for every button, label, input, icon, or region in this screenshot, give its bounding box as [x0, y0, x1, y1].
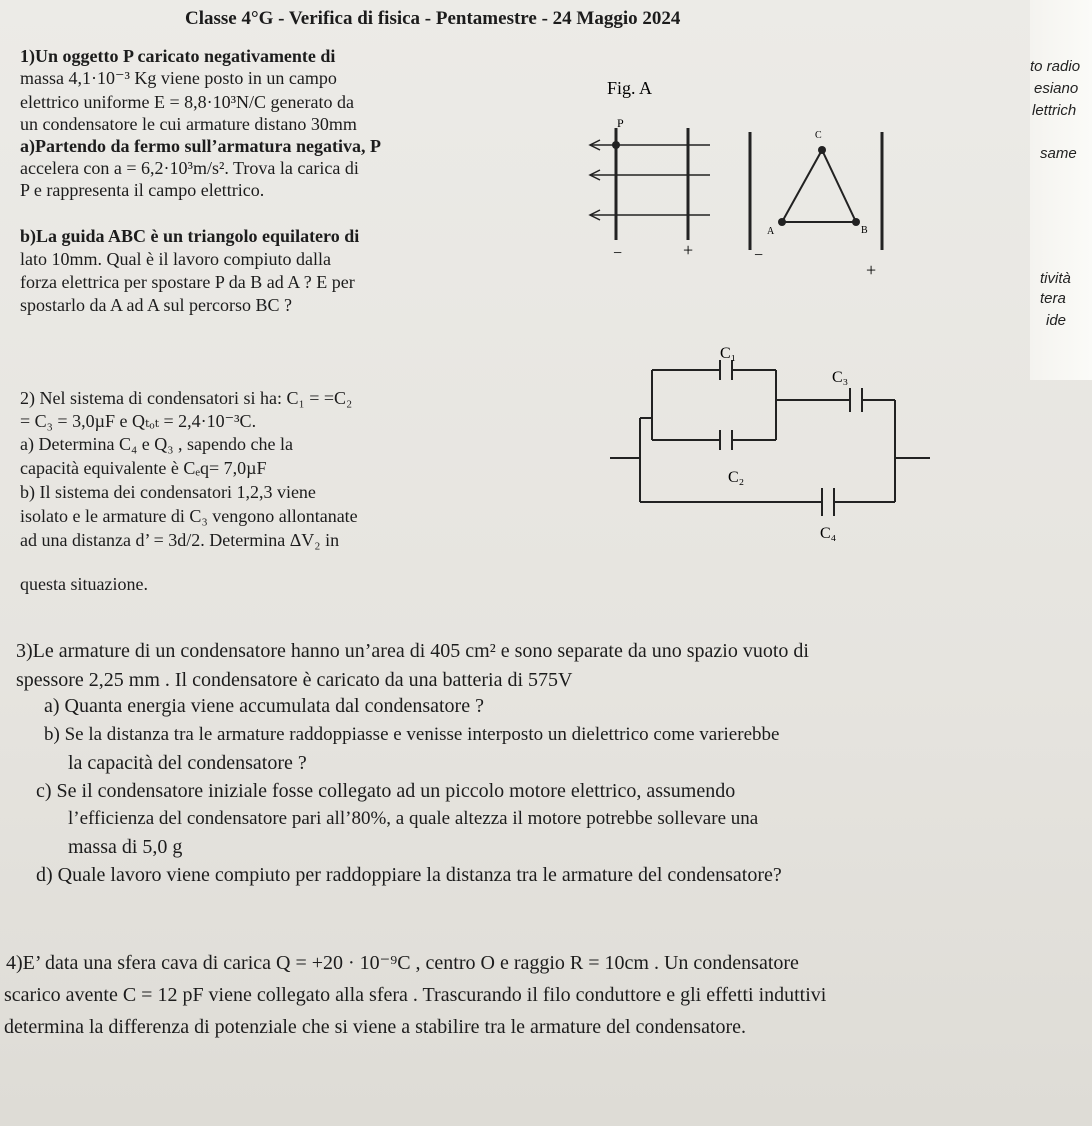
- q4-line: determina la differenza di potenziale che si viene a stabilire tra le armature del condensatore.: [4, 1016, 747, 1038]
- c1-label: C₁: [720, 345, 737, 362]
- c3-label: C₃: [832, 369, 849, 386]
- plus-label: +: [866, 260, 877, 280]
- vertex-b-label: B: [861, 225, 868, 236]
- side-fragment: to radio: [1030, 58, 1081, 75]
- q3-line: l’efficienza del condensatore pari all’80%, a quale altezza il motore potrebbe sollevare una: [68, 808, 759, 829]
- vertex-c-label: C: [815, 130, 822, 141]
- point-p-label: P: [617, 116, 624, 130]
- q3-line: c) Se il condensatore iniziale fosse collegato ad un piccolo motore elettrico, assumendo: [36, 780, 736, 802]
- page-title: Classe 4°G - Verifica di fisica - Pentamestre - 24 Maggio 2024: [185, 8, 681, 29]
- triangle-abc: [782, 150, 856, 222]
- q2-line: b) Il sistema dei condensatori 1,2,3 viene: [20, 482, 316, 502]
- q3-line: spessore 2,25 mm . Il condensatore è caricato da una batteria di 575V: [16, 669, 573, 691]
- q1-line: b)La guida ABC è un triangolo equilatero di: [20, 226, 360, 246]
- plus-label: +: [683, 240, 694, 260]
- q1-line: spostarlo da A ad A sul percorso BC ?: [20, 295, 292, 315]
- q4-line: scarico avente C = 12 pF viene collegato alla sfera . Trascurando il filo conduttore e gli effetti induttivi: [4, 984, 827, 1006]
- q4-line: 4)E’ data una sfera cava di carica Q = +20 · 10⁻⁹C , centro O e raggio R = 10cm . Un condensatore: [6, 952, 799, 974]
- q1-line: a)Partendo da fermo sull’armatura negativa, P: [20, 136, 381, 156]
- q3-line: b) Se la distanza tra le armature raddoppiasse e venisse interposto un dielettrico come varierebbe: [44, 724, 780, 745]
- c4-label: C₄: [820, 525, 837, 542]
- side-fragment: tività: [1040, 270, 1071, 287]
- q1-line: lato 10mm. Qual è il lavoro compiuto dalla: [20, 249, 331, 269]
- q3-line: a) Quanta energia viene accumulata dal condensatore ?: [44, 695, 484, 717]
- vertex-c: [818, 146, 826, 154]
- q1-line: P e rappresenta il campo elettrico.: [20, 180, 265, 200]
- q1-line: accelera con a = 6,2·10³m/s². Trova la carica di: [20, 158, 359, 178]
- q1-line: massa 4,1·10⁻³ Kg viene posto in un campo: [20, 68, 337, 88]
- side-fragment: ide: [1046, 312, 1067, 329]
- minus-label: −: [754, 247, 764, 264]
- side-fragment: esiano: [1034, 80, 1079, 97]
- vertex-b: [852, 218, 860, 226]
- side-fragment: same: [1040, 145, 1077, 162]
- q2-line: = C₃ = 3,0µF e Qₜₒₜ = 2,4·10⁻³C.: [20, 411, 257, 431]
- q2-line: capacità equivalente è Cₑq= 7,0µF: [20, 458, 267, 478]
- q2-line: ad una distanza d’ = 3d/2. Determina ΔV₂ in: [20, 530, 340, 550]
- side-fragment: lettrich: [1032, 102, 1077, 119]
- q1-line: forza elettrica per spostare P da B ad A ? E per: [20, 272, 355, 292]
- vertex-a-label: A: [767, 226, 775, 237]
- q1-line: elettrico uniforme E = 8,8·10³N/C generato da: [20, 92, 354, 112]
- minus-label: −: [613, 245, 623, 262]
- vertex-a: [778, 218, 786, 226]
- capacitor-circuit: [600, 340, 1000, 560]
- q3-line: la capacità del condensatore ?: [68, 752, 307, 774]
- q2-line: a) Determina C₄ e Q₃ , sapendo che la: [20, 434, 293, 454]
- side-fragment: tera: [1040, 290, 1066, 307]
- figure-a: [560, 70, 900, 290]
- q2-line: questa situazione.: [20, 574, 148, 594]
- q3-line: d) Quale lavoro viene compiuto per raddoppiare la distanza tra le armature del condensatore?: [36, 864, 782, 886]
- q3-line: 3)Le armature di un condensatore hanno un’area di 405 cm² e sono separate da uno spazio vuoto di: [16, 640, 809, 662]
- q1-line: un condensatore le cui armature distano 30mm: [20, 114, 357, 134]
- q1-line: 1)Un oggetto P caricato negativamente di: [20, 46, 336, 66]
- q3-line: massa di 5,0 g: [68, 836, 183, 858]
- c2-label: C₂: [728, 469, 745, 486]
- q2-line: 2) Nel sistema di condensatori si ha: C₁ = =C₂: [20, 388, 353, 408]
- figure-label: Fig. A: [607, 78, 653, 98]
- q2-line: isolato e le armature di C₃ vengono allontanate: [20, 506, 358, 526]
